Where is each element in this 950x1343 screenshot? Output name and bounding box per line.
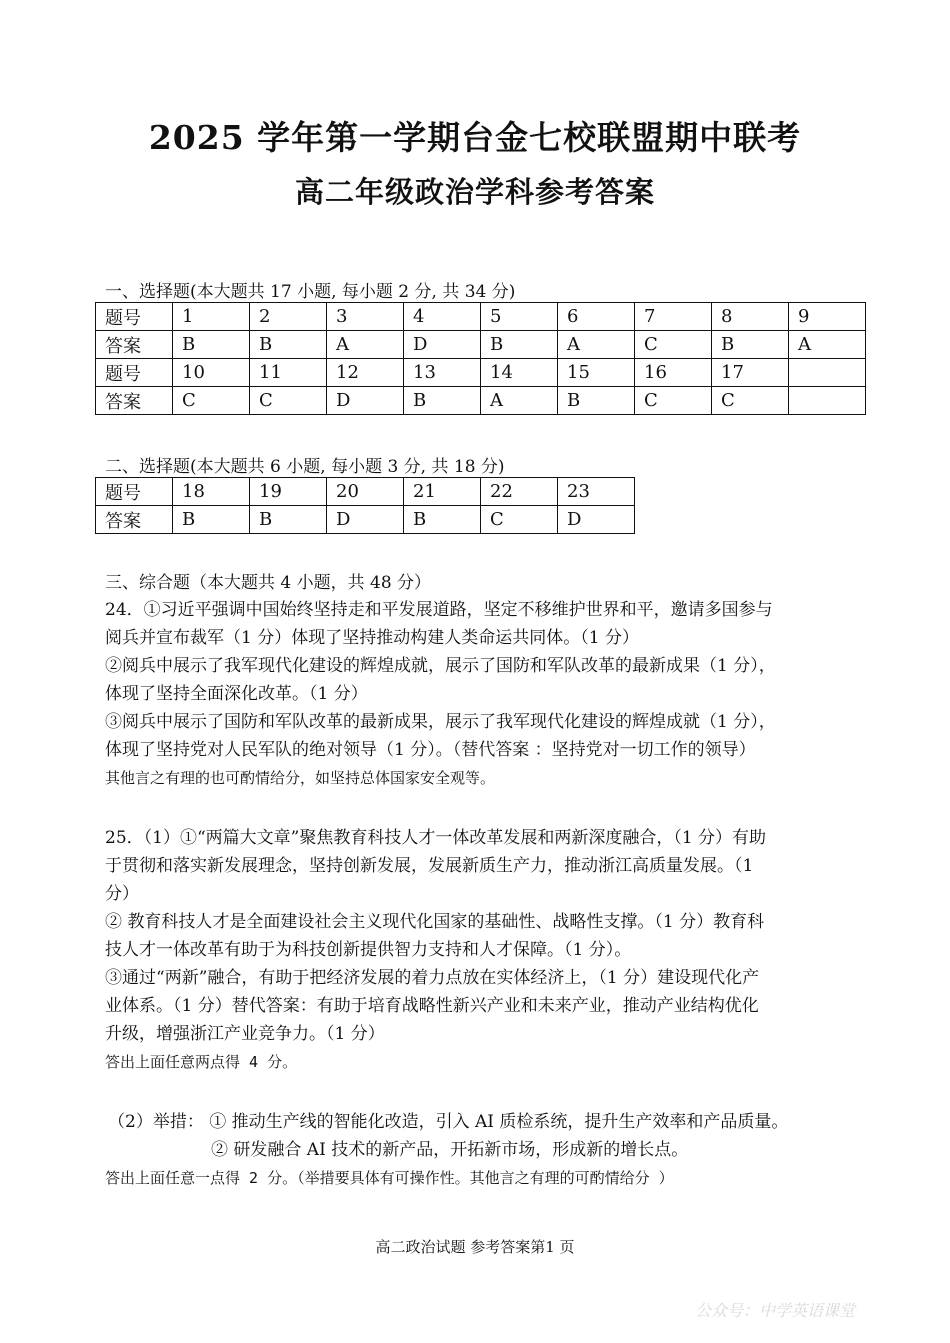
answer-cell: B [250, 506, 327, 534]
question-number: 2 [250, 303, 327, 331]
question-number: 9 [789, 303, 866, 331]
answer-cell: B [404, 387, 481, 415]
answer-line: 于贯彻和落实新发展理念，坚持创新发展，发展新质生产力，推动浙江高质量发展。（1 [105, 856, 754, 876]
section1-heading: 一、选择题(本大题共 17 小题, 每小题 2 分, 共 34 分) [105, 282, 516, 302]
answer-cell: C [635, 331, 712, 359]
question-number: 1 [173, 303, 250, 331]
answer-line: 业体系。（1 分）替代答案：有助于培育战略性新兴产业和未来产业，推动产业结构优化 [105, 996, 759, 1016]
answer-line: 升级，增强浙江产业竞争力。（1 分） [105, 1024, 385, 1044]
watermark: 公众号：中学英语课堂 [695, 1301, 856, 1320]
answer-line: 25．（1）①“两篇大文章”聚焦教育科技人才一体改革发展和两新深度融合，（1 分）有助 [105, 828, 767, 848]
table-row [96, 331, 866, 359]
question-number: 16 [635, 359, 712, 387]
question-number: 3 [327, 303, 404, 331]
page-title: 2025 学年第一学期台金七校联盟期中联考 [148, 118, 802, 157]
answer-line: ③阅兵中展示了国防和军队改革的最新成果，展示了我军现代化建设的辉煌成就（1 分）， [105, 712, 776, 732]
section3-heading: 三、综合题（本大题共 4 小题，共 48 分） [105, 573, 432, 593]
answer-cell: A [327, 331, 404, 359]
page-subtitle: 高二年级政治学科参考答案 [294, 175, 655, 209]
answer-line: 阅兵并宣布裁军（1 分）体现了坚持推动构建人类命运共同体。（1 分） [105, 628, 639, 648]
question-number: 7 [635, 303, 712, 331]
answer-cell: B [404, 506, 481, 534]
table-row [96, 478, 635, 506]
answer-cell: A [789, 331, 866, 359]
answer-cell: B [250, 331, 327, 359]
answer-cell: B [173, 506, 250, 534]
answer-cell: C [712, 387, 789, 415]
row-label-answer: 答案 [96, 506, 173, 534]
row-label-question: 题号 [96, 478, 173, 506]
answer-cell: B [481, 331, 558, 359]
answer-cell: A [558, 331, 635, 359]
answer-cell: B [173, 331, 250, 359]
question-25-part2-answer [108, 1108, 868, 1164]
table-row [96, 303, 866, 331]
answer-line: ②阅兵中展示了我军现代化建设的辉煌成就，展示了国防和军队改革的最新成果（1 分）， [105, 656, 776, 676]
answer-cell: D [558, 506, 635, 534]
answer-line: 分） [105, 884, 139, 904]
question-number: 19 [250, 478, 327, 506]
question-25-part1-answer [105, 824, 855, 1076]
question-number: 21 [404, 478, 481, 506]
answer-line: 体现了坚持党对人民军队的绝对领导（1 分）。（替代答案 ：坚持党对一切工作的领导） [105, 740, 756, 760]
answer-line: （2）举措： ① 推动生产线的智能化改造，引入 AI 质检系统，提升生产效率和产品质量。 [108, 1112, 789, 1132]
question-number: 15 [558, 359, 635, 387]
question-number: 20 [327, 478, 404, 506]
answer-cell: D [404, 331, 481, 359]
table-row [96, 387, 866, 415]
answer-cell: B [558, 387, 635, 415]
section1-answer-table [95, 302, 866, 415]
answer-cell: C [481, 506, 558, 534]
question-number: 8 [712, 303, 789, 331]
answer-line: 体现了坚持全面深化改革。（1 分） [105, 684, 368, 704]
answer-cell: D [327, 387, 404, 415]
question-number: 23 [558, 478, 635, 506]
answer-cell: B [712, 331, 789, 359]
question-number: 11 [250, 359, 327, 387]
question-number: 4 [404, 303, 481, 331]
question-number: 12 [327, 359, 404, 387]
answer-cell: C [173, 387, 250, 415]
question-number: 5 [481, 303, 558, 331]
section2-answer-table [95, 477, 635, 534]
table-row [96, 359, 866, 387]
scoring-note: 其他言之有理的也可酌情给分，如坚持总体国家安全观等。 [105, 769, 496, 787]
question-number [789, 359, 866, 387]
row-label-answer: 答案 [96, 331, 173, 359]
question-number: 14 [481, 359, 558, 387]
scoring-note: 答出上面任意一点得 2 分。（举措要具体有可操作性。其他言之有理的可酌情给分 ） [105, 1169, 674, 1187]
question-number: 6 [558, 303, 635, 331]
answer-line: 24．①习近平强调中国始终坚持走和平发展道路，坚定不移维护世界和平，邀请多国参与 [105, 600, 773, 620]
question-number: 13 [404, 359, 481, 387]
answer-cell: C [635, 387, 712, 415]
answer-line: 技人才一体改革有助于为科技创新提供智力支持和人才保障。（1 分）。 [105, 940, 632, 960]
question-24-answer [105, 596, 855, 792]
table-row [96, 506, 635, 534]
section2-heading: 二、选择题(本大题共 6 小题, 每小题 3 分, 共 18 分) [105, 457, 505, 477]
answer-cell: C [250, 387, 327, 415]
question-number: 18 [173, 478, 250, 506]
answer-cell: A [481, 387, 558, 415]
answer-line: ③通过“两新”融合，有助于把经济发展的着力点放在实体经济上，（1 分）建设现代化产 [105, 968, 760, 988]
scoring-note: 答出上面任意两点得 4 分。 [105, 1053, 298, 1071]
row-label-question: 题号 [96, 303, 173, 331]
question-number: 17 [712, 359, 789, 387]
row-label-question: 题号 [96, 359, 173, 387]
row-label-answer: 答案 [96, 387, 173, 415]
page-footer: 高二政治试题 参考答案第1 页 [375, 1238, 575, 1256]
answer-cell: D [327, 506, 404, 534]
answer-cell [789, 387, 866, 415]
answer-line: ② 研发融合 AI 技术的新产品，开拓新市场，形成新的增长点。 [211, 1140, 689, 1160]
answer-line: ② 教育科技人才是全面建设社会主义现代化国家的基础性、战略性支撑。（1 分）教育科 [105, 912, 765, 932]
question-number: 10 [173, 359, 250, 387]
question-number: 22 [481, 478, 558, 506]
